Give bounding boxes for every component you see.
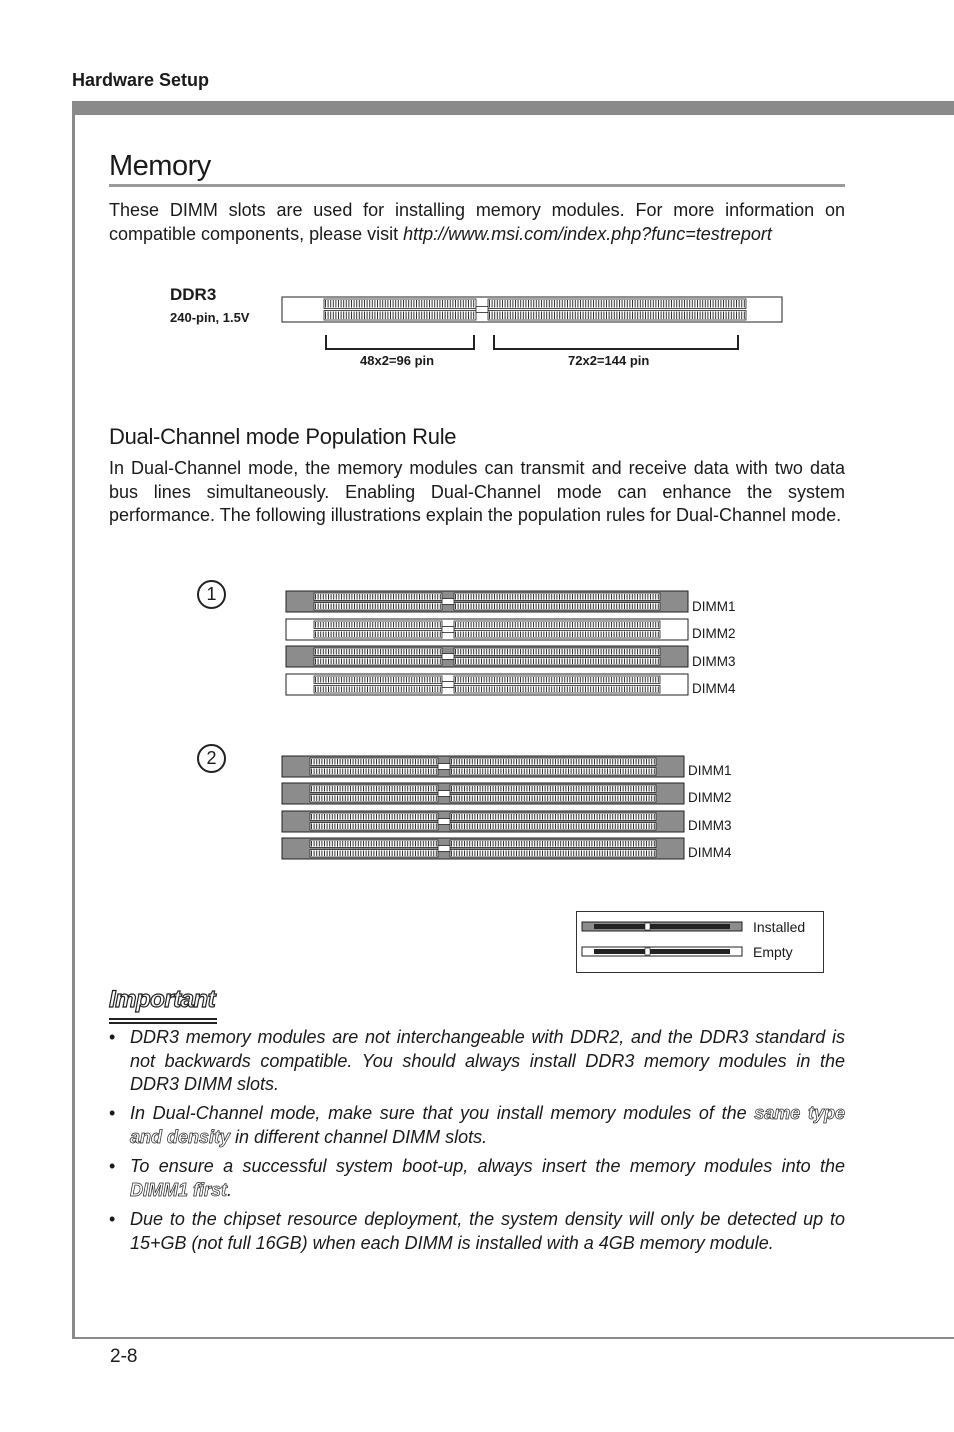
config-2-dimm1-label: DIMM1 — [688, 763, 732, 778]
config-2-slot-1-pins-bottom-right — [450, 768, 656, 776]
config-2-slot-2-pins-bottom-left — [310, 795, 438, 803]
config-1-slot-1-pins-bottom-left — [314, 603, 442, 611]
config-1-slot-2-pins-top-left — [314, 621, 442, 629]
ddr3-spec: 240-pin, 1.5V — [170, 310, 250, 325]
config-2-slot-1-pins-bottom-left — [310, 768, 438, 776]
important-bullet-2: • In Dual-Channel mode, make sure that you install memory modules of the same type and density in different channel DIMM slots. — [109, 1103, 845, 1147]
ddr3-module-pins-bottom-left — [324, 311, 476, 321]
config-2-dimm2-label: DIMM2 — [688, 790, 732, 805]
legend-installed-swatch-pins — [594, 924, 730, 929]
config-1-slot-3-pins-bottom-left — [314, 658, 442, 666]
config-2-number: 2 — [197, 744, 226, 773]
intro-paragraph: These DIMM slots are used for installing memory modules. For more information on compatible components, please visit http://www.msi.com/index.php?func=testreport — [109, 200, 845, 244]
config-1-slot-2-pins-bottom-left — [314, 631, 442, 639]
important-heading: Important — [109, 986, 216, 1013]
config-1-slot-2-pins-bottom-right — [454, 631, 660, 639]
config-1-slot-1-pins-bottom-right — [454, 603, 660, 611]
important-underline-2 — [109, 1022, 217, 1024]
legend-installed-label: Installed — [753, 919, 806, 935]
config-2-dimm3-label: DIMM3 — [688, 818, 732, 833]
important-underline — [109, 1018, 217, 1020]
config-2-slot-4-pins-top-right — [450, 840, 656, 848]
important-bullet-4: • Due to the chipset resource deployment, the system density will only be detected up to 15+GB (not full 16GB) when each DIMM is installed with a 4GB memory module. — [109, 1209, 845, 1253]
legend-installed-swatch-notch — [645, 923, 650, 930]
config-2-dimm4-label: DIMM4 — [688, 845, 732, 860]
config-1-slot-1-pins-top-right — [454, 593, 660, 601]
config-2-slot-4-pins-top-left — [310, 840, 438, 848]
legend-empty-label: Empty — [753, 944, 793, 960]
config-2-slot-1-key-notch — [438, 764, 450, 770]
config-2-slot-2-pins-top-left — [310, 785, 438, 793]
config-1-slot-4-pins-bottom-left — [314, 686, 442, 694]
config-2-slot-3-pins-top-right — [450, 813, 656, 821]
legend-empty-swatch-pins — [594, 949, 730, 954]
pin-count-left: 48x2=96 pin — [360, 353, 435, 368]
config-1-slot-4-pins-top-right — [454, 676, 660, 684]
config-2-slot-4-key-notch — [438, 846, 450, 852]
config-1-slot-1-pins-top-left — [314, 593, 442, 601]
config-2-slot-4-pins-bottom-left — [310, 850, 438, 858]
config-1-dimm2-label: DIMM2 — [692, 626, 736, 641]
config-1-slot-1-key-notch — [442, 599, 454, 605]
config-2-slot-2-key-notch — [438, 791, 450, 797]
config-1-slot-4-pins-bottom-right — [454, 686, 660, 694]
ddr3-module-pins-bottom-right — [488, 311, 746, 321]
config-2-slot-1-pins-top-right — [450, 758, 656, 766]
config-1-slot-4-key-notch — [442, 682, 454, 688]
config-2-slot-3-pins-top-left — [310, 813, 438, 821]
config-1-number: 1 — [197, 580, 226, 609]
config-1-slot-4-pins-top-left — [314, 676, 442, 684]
config-1-slot-3-pins-top-left — [314, 648, 442, 656]
important-bullet-3: • To ensure a successful system boot-up, always insert the memory modules into the DIMM1 first. — [109, 1156, 845, 1200]
pin-count-right: 72x2=144 pin — [568, 353, 650, 368]
dual-channel-title: Dual-Channel mode Population Rule — [109, 424, 457, 449]
config-1-slot-3-pins-top-right — [454, 648, 660, 656]
pin-bracket-left — [326, 335, 474, 349]
config-2-slot-3-key-notch — [438, 819, 450, 825]
config-2-slot-3-pins-bottom-right — [450, 823, 656, 831]
ddr3-module-pins-top-left — [324, 299, 476, 309]
dual-channel-paragraph: In Dual-Channel mode, the memory modules can transmit and receive data with two data bus lines simultaneously. Enabling Dual-Channel mode can enhance the system performance. The following illustrations explain the population rules for Dual-Channel mode. — [109, 458, 845, 525]
config-2-slot-4-pins-bottom-right — [450, 850, 656, 858]
config-2-slot-3-pins-bottom-left — [310, 823, 438, 831]
config-1-slot-2-pins-top-right — [454, 621, 660, 629]
config-1-slot-3-key-notch — [442, 654, 454, 660]
ddr3-label: DDR3 — [170, 285, 217, 304]
config-1-dimm4-label: DIMM4 — [692, 681, 736, 696]
config-2-slot-1-pins-top-left — [310, 758, 438, 766]
important-bullet-1: • DDR3 memory modules are not interchangeable with DDR2, and the DDR3 standard is not backwards compatible. You should always install DDR3 memory modules in the DDR3 DIMM slots. — [109, 1027, 845, 1094]
config-1-dimm1-label: DIMM1 — [692, 599, 736, 614]
page-number: 2-8 — [110, 1346, 138, 1367]
ddr3-module-pins-top-right — [488, 299, 746, 309]
ddr3-module-key-notch — [476, 307, 488, 313]
config-1-slot-3-pins-bottom-right — [454, 658, 660, 666]
section-label: Hardware Setup — [72, 70, 210, 90]
config-2-slot-2-pins-top-right — [450, 785, 656, 793]
pin-bracket-right — [494, 335, 738, 349]
config-2-slot-2-pins-bottom-right — [450, 795, 656, 803]
page-title: Memory — [109, 150, 211, 182]
config-1-slot-2-key-notch — [442, 627, 454, 633]
config-1-dimm3-label: DIMM3 — [692, 654, 736, 669]
testreport-link[interactable]: http://www.msi.com/index.php?func=testreport — [403, 223, 772, 244]
legend-empty-swatch-notch — [645, 948, 650, 955]
